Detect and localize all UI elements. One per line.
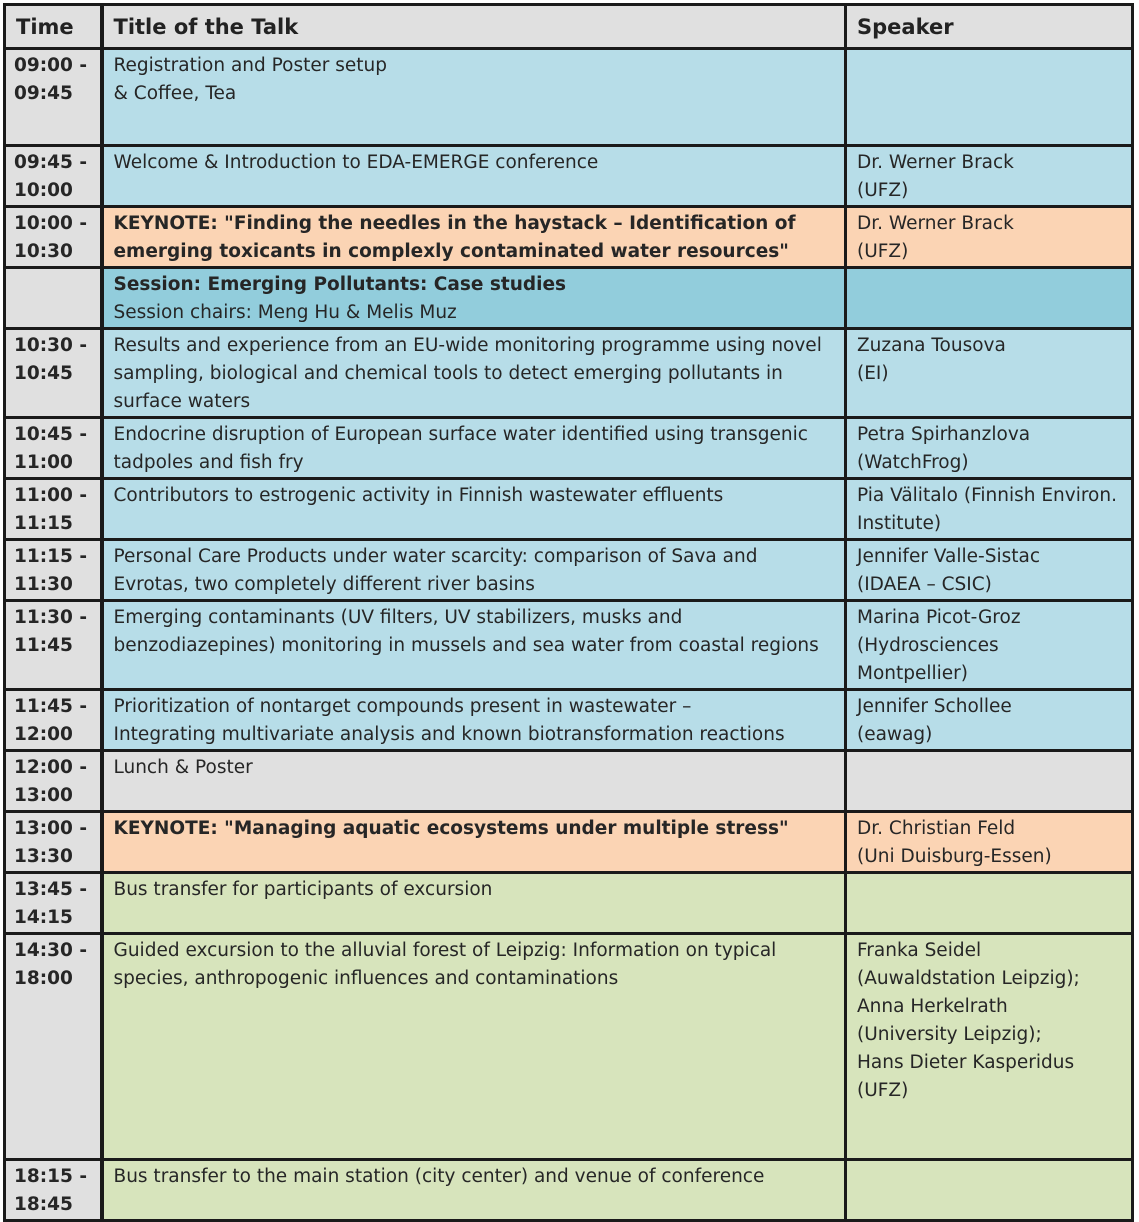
time-cell: 13:45 - 14:15	[5, 873, 102, 934]
speaker-cell: Dr. Christian Feld (Uni Duisburg-Essen)	[846, 812, 1133, 873]
time-cell: 09:00 - 09:45	[5, 49, 102, 146]
title-cell: Endocrine disruption of European surface water identified using transgenic tadpoles and fish fry	[102, 418, 846, 479]
time-cell: 09:45 - 10:00	[5, 146, 102, 207]
session-title: Session: Emerging Pollutants: Case studies	[113, 274, 567, 295]
table-row	[5, 690, 1133, 751]
speaker-cell: Jennifer Schollee (eawag)	[846, 690, 1133, 751]
session-row	[5, 268, 1133, 329]
title-cell: Prioritization of nontarget compounds present in wastewater – Integrating multivariate analysis and known biotransformation reactions	[102, 690, 846, 751]
speaker-cell	[846, 268, 1133, 329]
table-row	[5, 934, 1133, 1160]
schedule-wrapper	[3, 3, 1131, 1222]
title-cell: Bus transfer for participants of excursion	[102, 873, 846, 934]
table-row	[5, 873, 1133, 934]
time-cell: 12:00 - 13:00	[5, 751, 102, 812]
speaker-cell: Pia Välitalo (Finnish Environ. Institute)	[846, 479, 1133, 540]
speaker-cell: Marina Picot-Groz (Hydrosciences Montpellier)	[846, 601, 1133, 690]
session-cell	[102, 268, 846, 329]
title-cell: Lunch & Poster	[102, 751, 846, 812]
table-row	[5, 540, 1133, 601]
speaker-cell	[846, 49, 1133, 146]
time-cell: 10:00 - 10:30	[5, 207, 102, 268]
title-cell: Bus transfer to the main station (city center) and venue of conference	[102, 1160, 846, 1221]
table-row	[5, 751, 1133, 812]
title-cell: Results and experience from an EU-wide monitoring programme using novel sampling, biological and chemical tools to detect emerging pollutants in surface waters	[102, 329, 846, 418]
table-row	[5, 146, 1133, 207]
speaker-cell	[846, 873, 1133, 934]
time-cell: 13:00 - 13:30	[5, 812, 102, 873]
time-cell: 11:15 - 11:30	[5, 540, 102, 601]
table-row	[5, 812, 1133, 873]
table-row	[5, 329, 1133, 418]
time-cell: 11:30 - 11:45	[5, 601, 102, 690]
speaker-cell: Dr. Werner Brack (UFZ)	[846, 146, 1133, 207]
title-cell: Contributors to estrogenic activity in Finnish wastewater effluents	[102, 479, 846, 540]
header-time: Time	[5, 5, 102, 49]
table-row	[5, 207, 1133, 268]
title-cell: Personal Care Products under water scarcity: comparison of Sava and Evrotas, two completely different river basins	[102, 540, 846, 601]
schedule-table	[3, 3, 1134, 1222]
title-cell: Registration and Poster setup & Coffee, Tea	[102, 49, 846, 146]
time-cell: 18:15 - 18:45	[5, 1160, 102, 1221]
table-row	[5, 601, 1133, 690]
table-row	[5, 479, 1133, 540]
time-cell: 11:00 - 11:15	[5, 479, 102, 540]
title-cell: Welcome & Introduction to EDA-EMERGE conference	[102, 146, 846, 207]
title-cell: Guided excursion to the alluvial forest of Leipzig: Information on typical species, anthropogenic influences and contaminations	[102, 934, 846, 1160]
speaker-cell: Petra Spirhanzlova (WatchFrog)	[846, 418, 1133, 479]
speaker-cell	[846, 751, 1133, 812]
keynote-title-cell: KEYNOTE: "Finding the needles in the haystack – Identification of emerging toxicants in complexly contaminated water resources"	[102, 207, 846, 268]
speaker-cell	[846, 1160, 1133, 1221]
table-row	[5, 49, 1133, 146]
time-cell: 11:45 - 12:00	[5, 690, 102, 751]
header-speaker: Speaker	[846, 5, 1133, 49]
title-cell: Emerging contaminants (UV filters, UV stabilizers, musks and benzodiazepines) monitoring in mussels and sea water from coastal regions	[102, 601, 846, 690]
speaker-cell: Jennifer Valle-Sistac (IDAEA – CSIC)	[846, 540, 1133, 601]
speaker-cell: Franka Seidel (Auwaldstation Leipzig); Anna Herkelrath (University Leipzig); Hans Dieter Kasperidus (UFZ)	[846, 934, 1133, 1160]
session-chairs: Session chairs: Meng Hu & Melis Muz	[113, 302, 457, 323]
time-cell: 10:45 - 11:00	[5, 418, 102, 479]
speaker-cell: Zuzana Tousova (EI)	[846, 329, 1133, 418]
time-cell: 14:30 - 18:00	[5, 934, 102, 1160]
table-row	[5, 418, 1133, 479]
table-header-row	[5, 5, 1133, 49]
time-cell	[5, 268, 102, 329]
time-cell: 10:30 - 10:45	[5, 329, 102, 418]
table-row	[5, 1160, 1133, 1221]
keynote-title-cell: KEYNOTE: "Managing aquatic ecosystems under multiple stress"	[102, 812, 846, 873]
header-title: Title of the Talk	[102, 5, 846, 49]
speaker-cell: Dr. Werner Brack (UFZ)	[846, 207, 1133, 268]
